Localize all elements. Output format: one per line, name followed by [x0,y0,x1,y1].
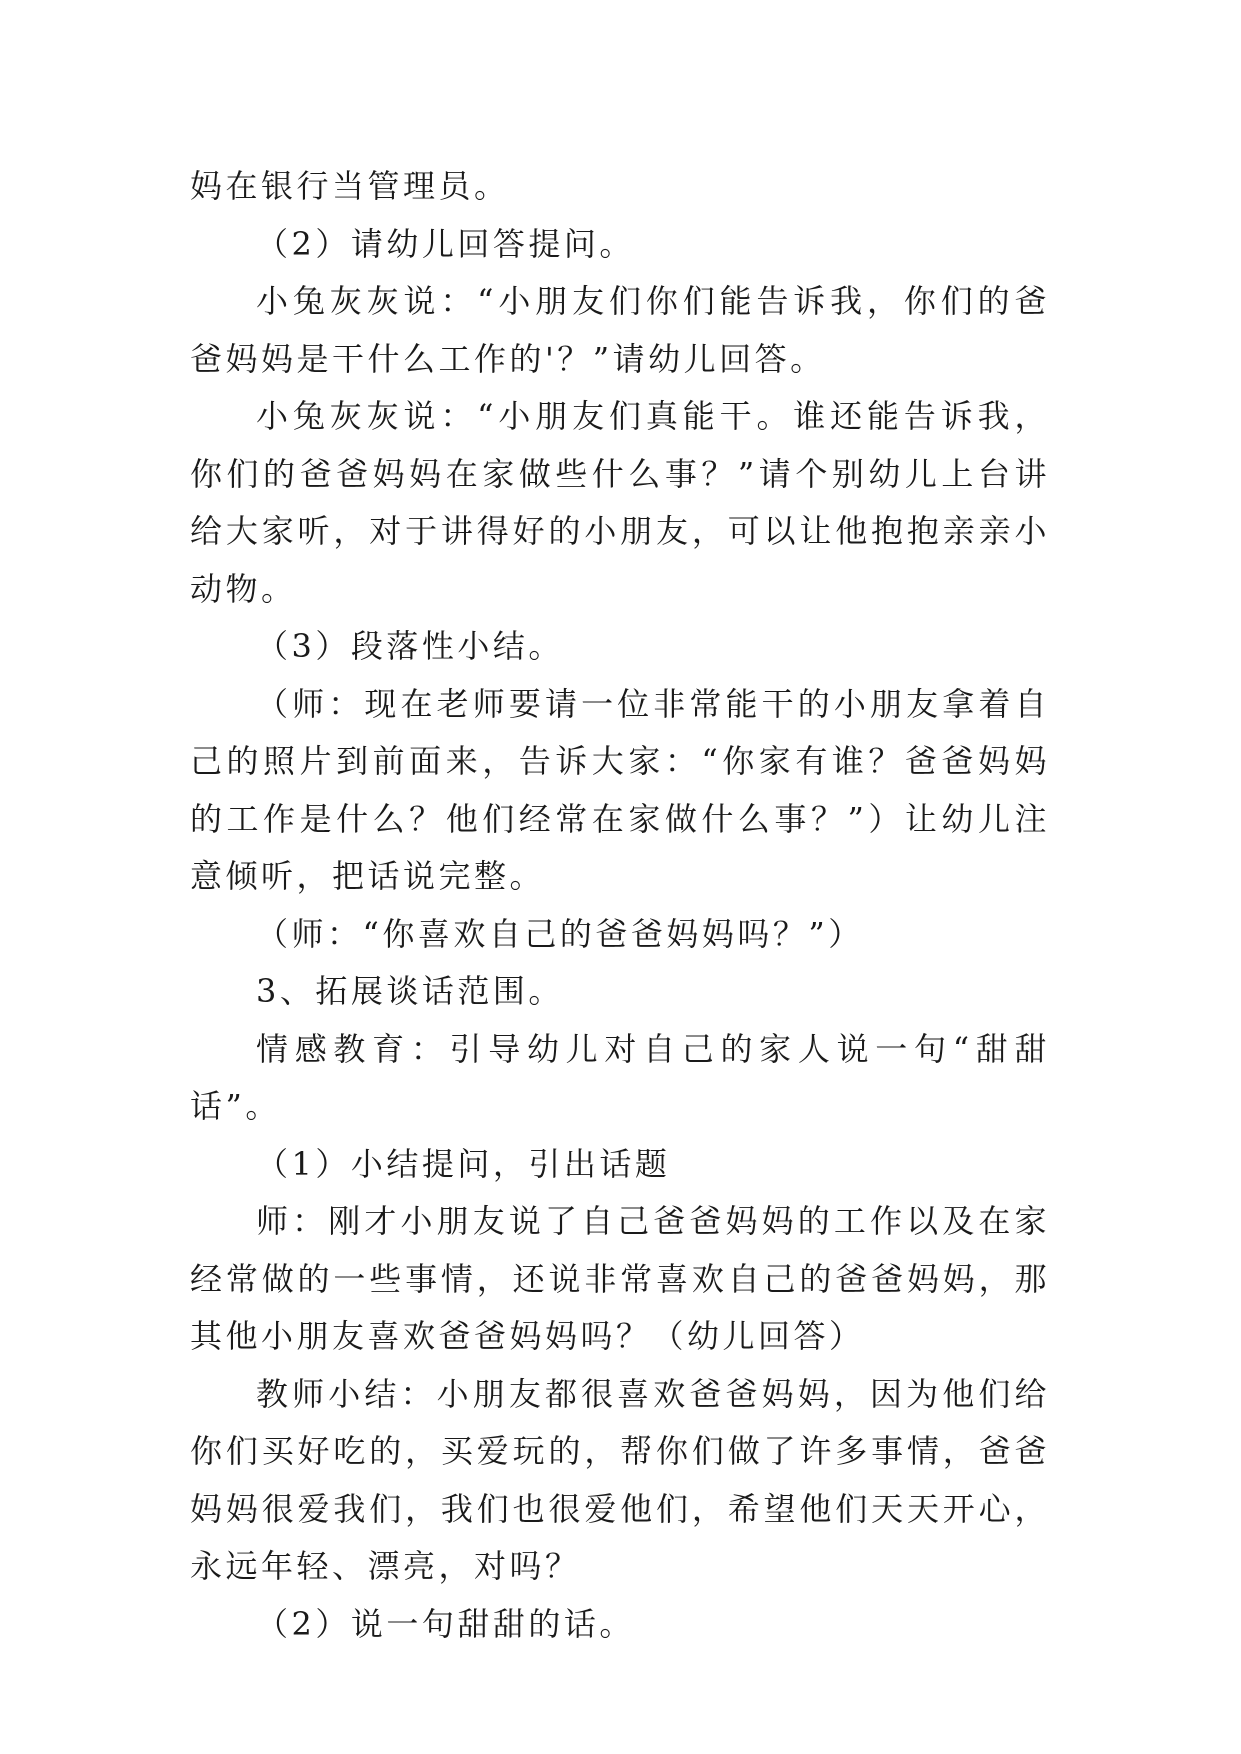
paragraph-teacher-photo: （师：现在老师要请一位非常能干的小朋友拿着自己的照片到前面来，告诉大家：“你家有谁？爸爸妈妈的工作是什么？他们经常在家做什么事？”）让幼儿注意倾听，把话说完整。 [190,684,1050,895]
paragraph-teacher-ask: 师：刚才小朋友说了自己爸爸妈妈的工作以及在家经常做的一些事情，还说非常喜欢自己的爸爸妈妈，那其他小朋友喜欢爸爸妈妈吗？（幼儿回答） [190,1202,1050,1355]
paragraph-step-3-2: （2）说一句甜甜的话。 [256,1604,635,1643]
section-heading-3: 3、拓展谈话范围。 [256,972,564,1010]
paragraph-step-3-1: （1）小结提问，引出话题 [256,1144,671,1183]
paragraph-rabbit-question-2: 小兔灰灰说：“小朋友们真能干。谁还能告诉我，你们的爸爸妈妈在家做些什么事？”请个别幼儿上台讲给大家听，对于讲得好的小朋友，可以让他抱抱亲亲小动物。 [190,397,1050,608]
paragraph-teacher-summary: 教师小结：小朋友都很喜欢爸爸妈妈，因为他们给你们买好吃的，买爱玩的，帮你们做了许多事情，爸爸妈妈很爱我们，我们也很爱他们，希望他们天天开心，永远年轻、漂亮，对吗？ [190,1374,1050,1585]
paragraph-teacher-question: （师：“你喜欢自己的爸爸妈妈吗？”） [256,914,864,953]
body-text [190,158,1050,1653]
paragraph-step-2-2: （2）请幼儿回答提问。 [256,224,635,263]
paragraph-step-2-3: （3）段落性小结。 [256,627,564,665]
paragraph-rabbit-question-1: 小兔灰灰说：“小朋友们你们能告诉我，你们的爸爸妈妈是干什么工作的'？”请幼儿回答。 [190,282,1050,378]
paragraph-continuation: 妈在银行当管理员。 [190,167,510,205]
paragraph-emotional-education: 情感教育：引导幼儿对自己的家人说一句“甜甜话”。 [190,1029,1050,1125]
